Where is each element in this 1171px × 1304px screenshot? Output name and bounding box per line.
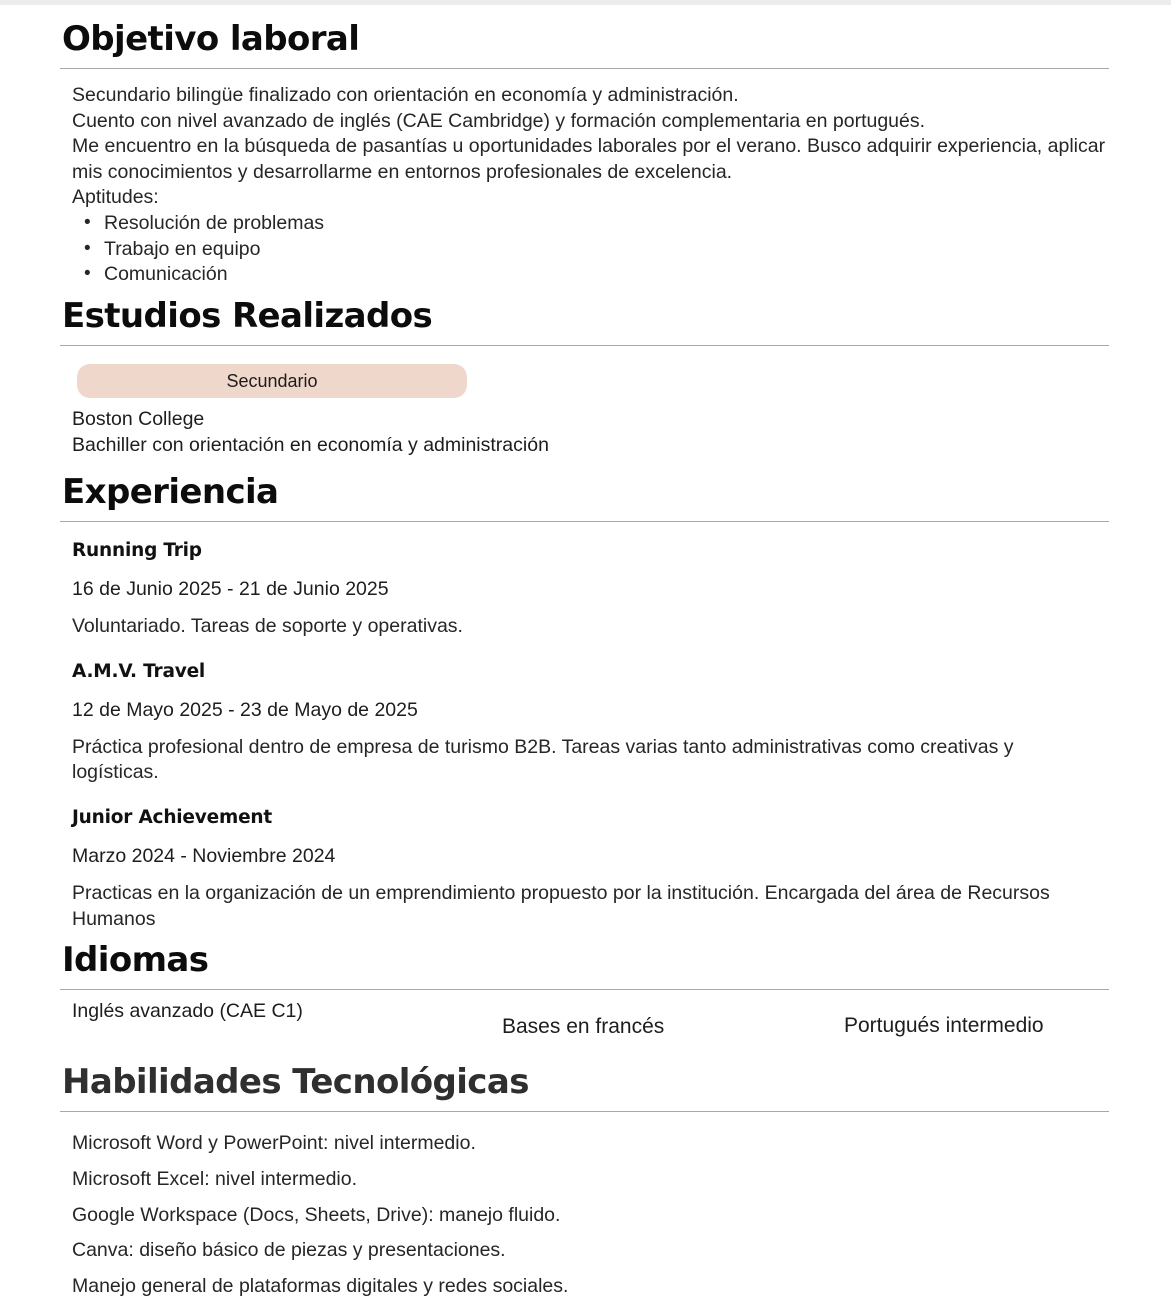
tech-skills-list	[62, 1112, 1109, 1304]
section-idiomas	[62, 932, 1109, 1062]
list-item: • Comunicación	[104, 262, 1109, 288]
objetivo-paragraph-2: Cuento con nivel avanzado de inglés (CAE Cambridge) y formación complementaria en portugués.	[72, 109, 926, 132]
experience-description: Práctica profesional dentro de empresa de turismo B2B. Tareas varias tanto administrativas como creativas y logísticas.	[72, 735, 1014, 784]
experience-dates: Marzo 2024 - Noviembre 2024	[72, 845, 336, 868]
education-degree: Bachiller con orientación en economía y administración	[72, 433, 549, 456]
experience-dates: 16 de Junio 2025 - 21 de Junio 2025	[72, 578, 389, 601]
list-item: Manejo general de plataformas digitales y redes sociales.	[72, 1274, 569, 1297]
list-item: Canva: diseño básico de piezas y presentaciones.	[72, 1239, 506, 1262]
list-item: • Trabajo en equipo	[104, 237, 1109, 263]
experience-role: A.M.V. Travel	[72, 660, 206, 682]
experience-role: Running Trip	[72, 540, 202, 562]
section-heading-habilidades-tecnologicas: Habilidades Tecnológicas	[62, 1062, 529, 1103]
experience-role: Junior Achievement	[72, 807, 273, 829]
experience-list	[62, 522, 1109, 932]
education-institution: Boston College	[72, 407, 205, 430]
list-item: Google Workspace (Docs, Sheets, Drive): manejo fluido.	[72, 1203, 561, 1226]
section-heading-idiomas: Idiomas	[62, 940, 209, 981]
objetivo-paragraph-1: Secundario bilingüe finalizado con orientación en economía y administración.	[72, 84, 739, 107]
education-details	[62, 398, 1109, 458]
experience-item	[62, 538, 1109, 640]
languages-row	[62, 990, 1109, 1062]
experience-description: Practicas en la organización de un emprendimiento propuesto por la institución. Encargada del área de Recursos Humanos	[72, 882, 1050, 930]
education-entry	[62, 346, 1109, 458]
language-item: Inglés avanzado (CAE C1)	[72, 1000, 303, 1023]
experience-dates: 12 de Mayo 2025 - 23 de Mayo de 2025	[72, 698, 418, 721]
section-habilidades-tecnologicas	[62, 1062, 1109, 1304]
section-heading-estudios-realizados: Estudios Realizados	[62, 295, 433, 336]
objetivo-body	[62, 69, 1109, 288]
list-item: Microsoft Word y PowerPoint: nivel intermedio.	[72, 1132, 476, 1155]
experience-description: Voluntariado. Tareas de soporte y operativas.	[72, 615, 463, 638]
objetivo-paragraph-3: Me encuentro en la búsqueda de pasantías u oportunidades laborales por el verano. Busco adquirir experiencia, aplicar mis conocimientos y desarrollarme en entornos profesionales de excelencia.	[72, 135, 1106, 183]
experience-item	[62, 805, 1109, 932]
section-experiencia	[62, 458, 1109, 932]
aptitudes-list	[62, 211, 1109, 288]
language-item: Bases en francés	[502, 1015, 665, 1039]
language-item: Portugués intermedio	[844, 1014, 1044, 1038]
experience-item	[62, 659, 1109, 786]
section-heading-objetivo-laboral: Objetivo laboral	[62, 19, 360, 59]
resume-page	[0, 5, 1171, 1304]
aptitudes-label: Aptitudes:	[72, 186, 159, 209]
section-objetivo-laboral	[62, 5, 1109, 288]
section-heading-experiencia: Experiencia	[62, 472, 279, 513]
list-item: • Resolución de problemas	[104, 211, 1109, 237]
section-estudios-realizados	[62, 288, 1109, 458]
list-item: Microsoft Excel: nivel intermedio.	[72, 1168, 358, 1191]
status-badge-secundario: Secundario	[77, 364, 467, 398]
